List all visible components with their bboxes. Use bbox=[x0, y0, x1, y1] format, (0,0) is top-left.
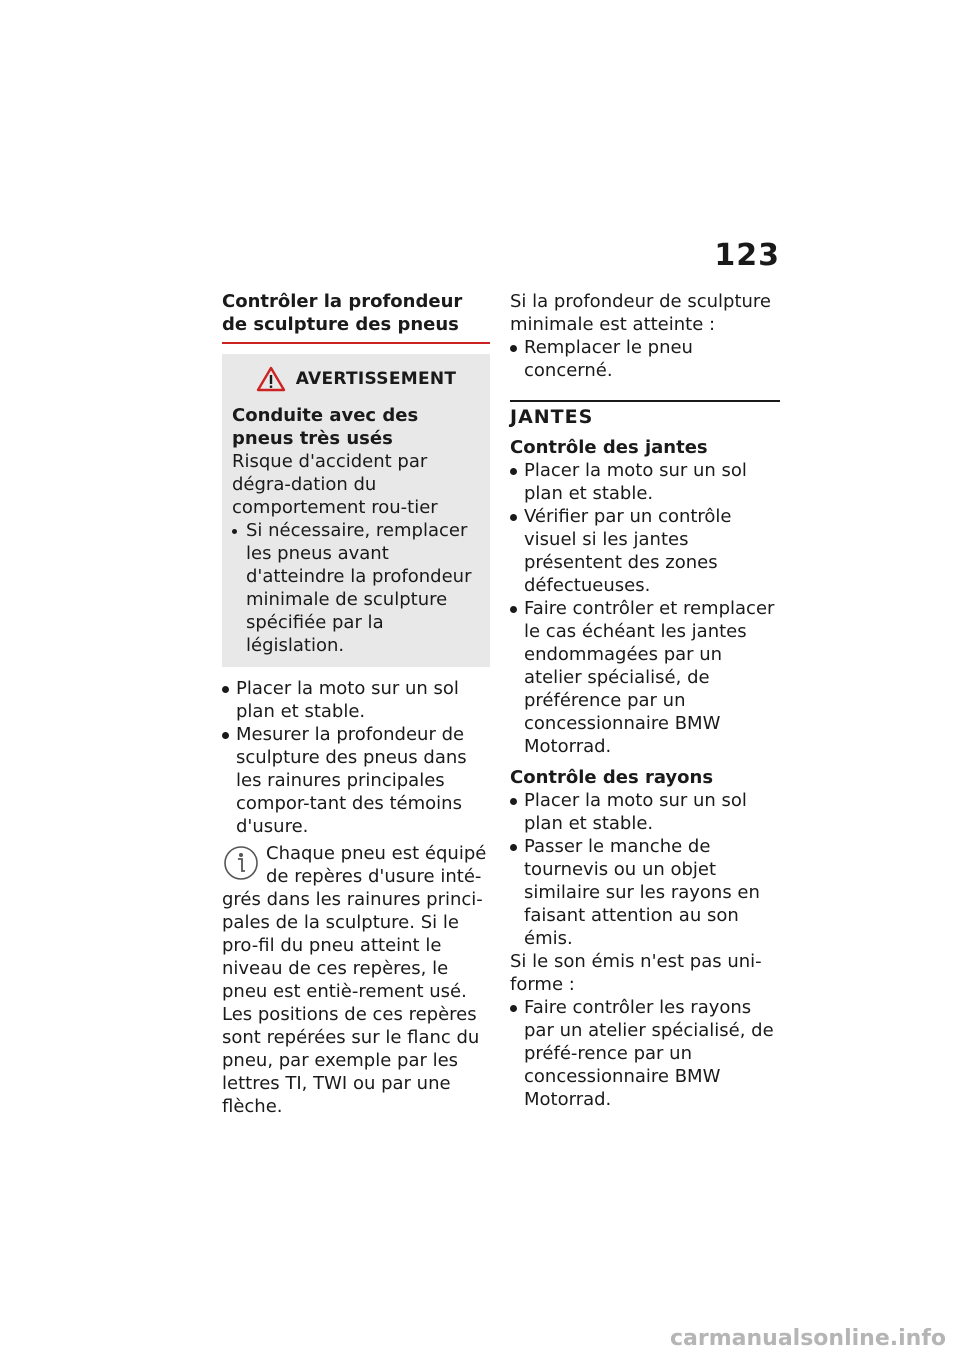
bullet-icon bbox=[510, 468, 517, 475]
list-item: Faire contrôler et remplacer le cas échéant les jantes endommagées par un atelier spécialisé, de préférence par un concessionnaire BMW Motorrad. bbox=[510, 597, 780, 758]
rims-bullets bbox=[510, 459, 780, 758]
bullet-icon bbox=[222, 732, 229, 739]
spokes-condition-text: Si le son émis n'est pas uni-forme : bbox=[510, 951, 762, 995]
page-number: 123 bbox=[714, 238, 780, 273]
warning-title: AVERTISSEMENT bbox=[295, 369, 457, 389]
list-item: Placer la moto sur un sol plan et stable. bbox=[510, 459, 780, 505]
right-column bbox=[510, 290, 780, 1111]
warning-box bbox=[222, 354, 490, 667]
list-item: Placer la moto sur un sol plan et stable. bbox=[510, 789, 780, 835]
spokes-bullets-2 bbox=[510, 996, 780, 1111]
list-item: Placer la moto sur un sol plan et stable. bbox=[222, 677, 490, 723]
info-note bbox=[222, 842, 490, 1118]
rims-check-heading: Contrôle des jantes bbox=[510, 437, 708, 458]
bullet-icon bbox=[510, 514, 517, 521]
bullet-icon bbox=[510, 1005, 517, 1012]
warning-bullets bbox=[232, 519, 480, 657]
minimum-depth-text: Si la profondeur de sculpture minimale est atteinte : bbox=[510, 291, 772, 335]
bullet-icon bbox=[222, 686, 229, 693]
warning-text: Risque d'accident par dégra-dation du comportement rou-tier bbox=[232, 451, 438, 518]
rims-section-title: JANTES bbox=[510, 400, 780, 428]
list-item: Passer le manche de tournevis ou un objet similaire sur les rayons en faisant attention au son émis. bbox=[510, 835, 780, 950]
info-text-first: Chaque pneu est équipé de repères d'usure inté- bbox=[266, 843, 487, 887]
warning-subtitle: Conduite avec des pneus très usés bbox=[232, 405, 419, 449]
list-item: Remplacer le pneu concerné. bbox=[510, 336, 780, 382]
watermark: carmanualsonline.info bbox=[670, 1326, 946, 1351]
tread-bullets bbox=[222, 677, 490, 838]
left-column bbox=[222, 290, 490, 1118]
info-text-rest: grés dans les rainures princi-pales de la sculpture. Si le pro-fil du pneu atteint le niveau de ces repères, le pneu est entiè-rement usé. Les positions de ces repères sont repérées sur le flanc du pneu, par exemple par les lettres TI, TWI ou par une flèche. bbox=[222, 889, 483, 1117]
list-item: Faire contrôler les rayons par un atelier spécialisé, de préfé-rence par un concessionnaire BMW Motorrad. bbox=[510, 996, 780, 1111]
bullet-icon bbox=[510, 345, 517, 352]
bullet-icon bbox=[510, 606, 517, 613]
tread-depth-heading: Contrôler la profondeur de sculpture des pneus bbox=[222, 290, 490, 344]
spokes-check-heading: Contrôle des rayons bbox=[510, 767, 714, 788]
list-item: Mesurer la profondeur de sculpture des pneus dans les rainures principales compor-tant des témoins d'usure. bbox=[222, 723, 490, 838]
warning-header bbox=[232, 366, 480, 392]
info-icon bbox=[222, 844, 260, 882]
bullet-icon bbox=[510, 798, 517, 805]
warning-triangle-icon bbox=[256, 366, 286, 392]
list-item: Si nécessaire, remplacer les pneus avant d'atteindre la profondeur minimale de sculpture spécifiée par la législation. bbox=[232, 519, 480, 657]
spokes-bullets bbox=[510, 789, 780, 950]
minimum-depth-bullets bbox=[510, 336, 780, 382]
list-item: Vérifier par un contrôle visuel si les jantes présentent des zones défectueuses. bbox=[510, 505, 780, 597]
bullet-icon bbox=[510, 844, 517, 851]
bullet-icon bbox=[232, 529, 237, 534]
